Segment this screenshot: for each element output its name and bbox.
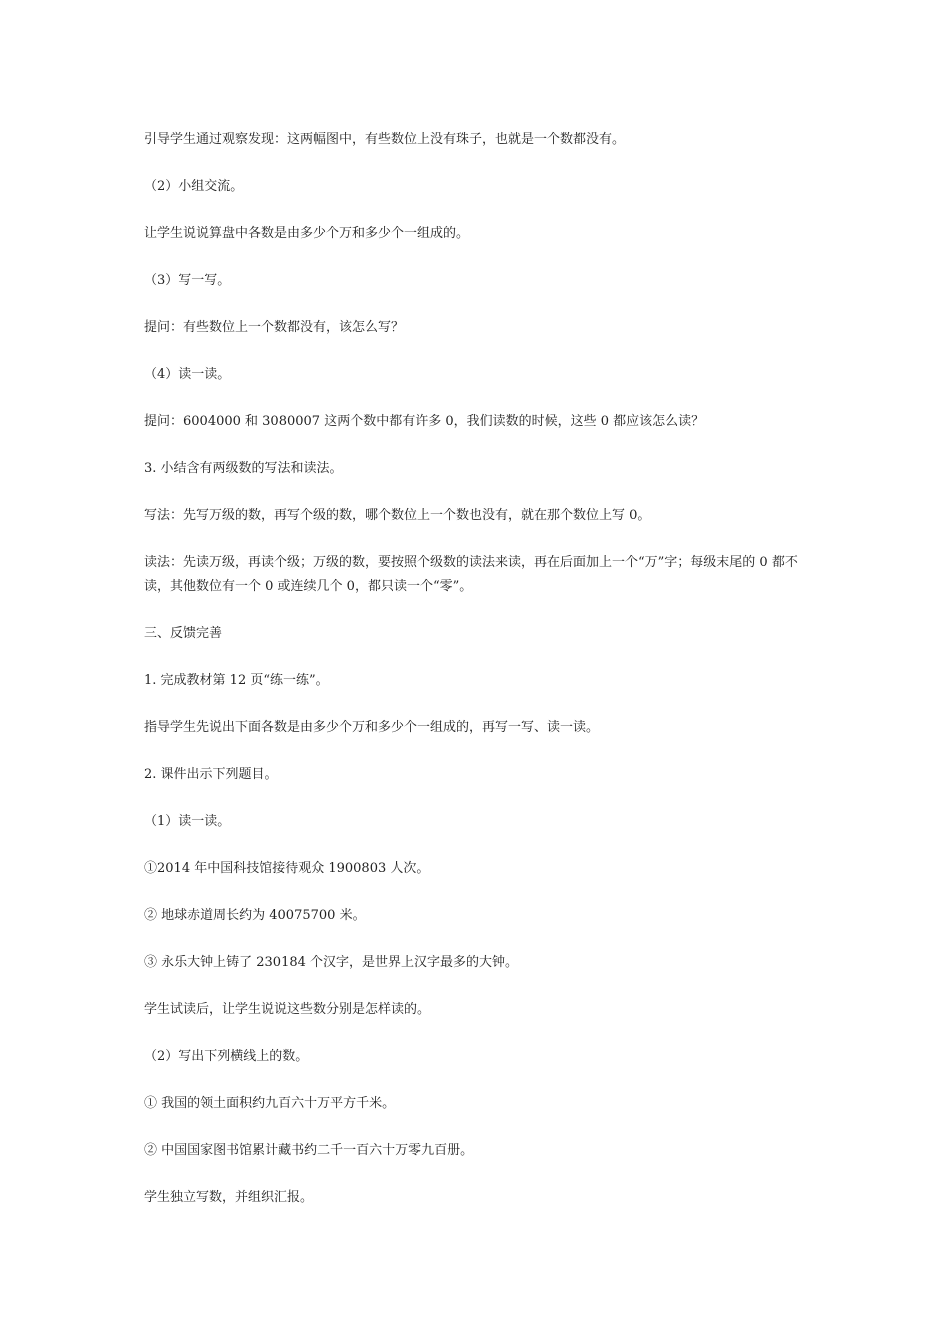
paragraph-write-task: （2）写出下列横线上的数。 xyxy=(144,1049,309,1064)
list-item-read-2: ② 地球赤道周长约为 40075700 米。 xyxy=(144,908,366,923)
paragraph-guidance: 指导学生先说出下面各数是由多少个万和多少个一组成的，再写一写、读一读。 xyxy=(144,720,600,735)
paragraph-group-discussion: （2）小组交流。 xyxy=(144,179,244,194)
list-item-write-2: ② 中国国家图书馆累计藏书约二千一百六十万零九百册。 xyxy=(144,1143,474,1158)
list-item-read-1: ①2014 年中国科技馆接待观众 1900803 人次。 xyxy=(144,861,430,876)
paragraph-writing-method: 写法：先写万级的数，再写个级的数，哪个数位上一个数也没有，就在那个数位上写 0。 xyxy=(144,508,651,523)
paragraph-read: （4）读一读。 xyxy=(144,367,231,382)
paragraph-exercise-2: 2. 课件出示下列题目。 xyxy=(144,767,278,782)
paragraph-question-write: 提问：有些数位上一个数都没有，该怎么写？ xyxy=(144,320,405,335)
paragraph-student-try: 学生试读后，让学生说说这些数分别是怎样读的。 xyxy=(144,1002,431,1017)
paragraph-report: 学生独立写数，并组织汇报。 xyxy=(144,1190,314,1205)
list-item-read-3: ③ 永乐大钟上铸了 230184 个汉字，是世界上汉字最多的大钟。 xyxy=(144,955,519,970)
paragraph-summary-heading: 3. 小结含有两级数的写法和读法。 xyxy=(144,461,343,476)
paragraph-abacus-composition: 让学生说说算盘中各数是由多少个万和多少个一组成的。 xyxy=(144,226,470,241)
document-body xyxy=(144,128,814,1233)
paragraph-exercise-1: 1. 完成教材第 12 页“练一练”。 xyxy=(144,673,329,688)
paragraph-write: （3）写一写。 xyxy=(144,273,231,288)
section-heading-feedback: 三、反馈完善 xyxy=(144,626,223,641)
paragraph-read-task: （1）读一读。 xyxy=(144,814,231,829)
paragraph-reading-method: 读法：先读万级，再读个级；万级的数，要按照个级数的读法来读，再在后面加上一个“万”字；每级末尾的 0 都不读，其他数位有一个 0 或连续几个 0，都只读一个“零”。 xyxy=(144,555,798,594)
paragraph-question-read: 提问：6004000 和 3080007 这两个数中都有许多 0，我们读数的时候，这些 0 都应该怎么读？ xyxy=(144,414,705,429)
list-item-write-1: ① 我国的领土面积约九百六十万平方千米。 xyxy=(144,1096,396,1111)
paragraph-observation: 引导学生通过观察发现：这两幅图中，有些数位上没有珠子，也就是一个数都没有。 xyxy=(144,132,626,147)
